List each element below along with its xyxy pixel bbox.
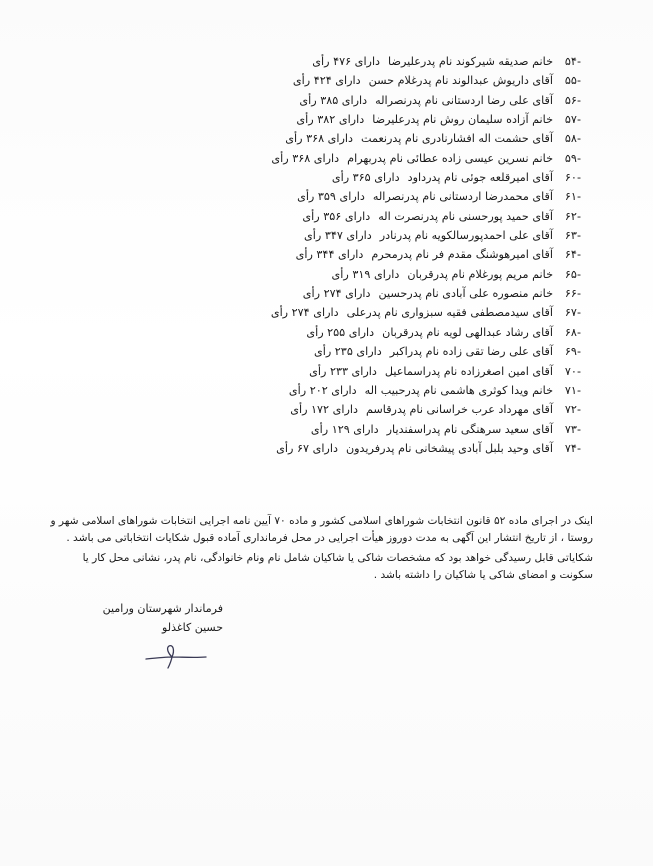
candidate-row <box>211 91 581 110</box>
governor-title: فرماندار شهرستان ورامین <box>102 602 223 615</box>
candidate-votes: دارای ۲۷۴ رأی <box>302 287 371 301</box>
candidate-name: خانم آزاده سلیمان روش نام پدرعلیرضا <box>372 113 553 127</box>
candidate-name: آقای علی رضا اردستانی نام پدرنصراله <box>375 93 553 107</box>
candidate-name: آقای امین اصغرزاده نام پدراسماعیل <box>384 364 553 378</box>
candidate-number: -۶۵ <box>564 267 581 281</box>
candidate-row <box>211 226 581 245</box>
candidate-votes: دارای ۱۷۲ رأی <box>290 403 358 417</box>
candidate-votes: دارای ۶۷ رأی <box>276 441 338 455</box>
candidate-number: -۶۹ <box>564 345 581 359</box>
candidate-votes: دارای ۱۲۹ رأی <box>310 422 379 436</box>
candidate-row <box>211 168 581 187</box>
notice-paragraph-2: شکایاتی قابل رسیدگی خواهد بود که مشخصات شاکی یا شاکیان شامل نام ونام خانوادگی، نام پدر، نشانی محل کار یا سکونت و امضای شاکی یا شاکیان را داشته باشد . <box>82 552 593 581</box>
candidate-row <box>211 71 581 90</box>
candidate-votes: دارای ۲۳۵ رأی <box>313 345 382 359</box>
candidate-name: آقای رشاد عبدالهی لویه نام پدرقربان <box>382 325 553 339</box>
candidate-number: -۶۶ <box>564 287 581 301</box>
candidate-name: آقای امیرهوشنگ مقدم فر نام پدرمحرم <box>371 248 553 262</box>
candidate-name: آقای محمدرضا اردستانی نام پدرنصراله <box>372 190 553 204</box>
candidate-number: -۶۴ <box>564 248 581 262</box>
governor-name: حسین کاغذلو <box>162 621 223 634</box>
candidate-row <box>211 439 581 458</box>
candidate-votes: دارای ۲۳۳ رأی <box>309 364 377 378</box>
candidate-votes: دارای ۳۴۷ رأی <box>304 229 372 243</box>
candidate-votes: دارای ۳۶۵ رأی <box>331 171 400 185</box>
candidate-row <box>211 52 581 71</box>
candidate-name: آقای سعید سرهنگی نام پدراسفندیار <box>386 422 553 436</box>
candidate-number: -۷۰ <box>564 364 581 378</box>
candidate-votes: دارای ۳۱۹ رأی <box>331 267 400 281</box>
candidate-row <box>211 381 581 400</box>
candidate-row <box>211 323 581 342</box>
candidate-row <box>211 265 581 284</box>
candidate-name: آقای علی رضا تقی زاده نام پدراکبر <box>389 345 553 359</box>
candidate-row <box>211 129 581 148</box>
candidate-number: -۶۳ <box>564 229 581 243</box>
candidate-name: آقای وحید بلبل آبادی پیشخانی نام پدرفریدون <box>345 441 553 455</box>
candidate-number: -۶۸ <box>564 325 581 339</box>
candidate-votes: دارای ۴۷۶ رأی <box>312 55 381 68</box>
candidate-name: آقای سیدمصطفی فقیه سبزواری نام پدرعلی <box>346 306 553 320</box>
candidate-number: -۵۵ <box>564 74 581 88</box>
candidate-number: -۶۱ <box>564 190 581 204</box>
candidate-name: خانم صدیقه شیرکوند نام پدرعلیرضا <box>388 55 553 68</box>
candidate-row <box>211 303 581 322</box>
candidate-number: -۶۷ <box>564 306 581 320</box>
candidate-votes: دارای ۲۰۲ رأی <box>288 383 357 397</box>
candidate-number: -۵۴ <box>564 55 581 68</box>
candidate-list <box>211 52 581 458</box>
candidate-votes: دارای ۲۷۴ رأی <box>270 306 339 320</box>
candidate-name: آقای امیرقلعه جوئی نام پدرداود <box>407 171 553 185</box>
candidate-number: -۷۴ <box>564 441 581 455</box>
candidate-name: خانم نسرین عیسی زاده عطائی نام پدربهرام <box>347 151 553 165</box>
candidate-name: آقای داریوش عبدالوند نام پدرغلام حسن <box>368 74 553 88</box>
candidate-name: خانم ویدا کوثری هاشمی نام پدرحبیب اله <box>364 383 553 397</box>
candidate-row <box>211 187 581 206</box>
candidate-row <box>211 362 581 381</box>
candidate-votes: دارای ۳۸۵ رأی <box>299 93 368 107</box>
candidate-number: -۷۲ <box>564 403 581 417</box>
candidate-number: -۵۸ <box>564 132 581 146</box>
candidate-votes: دارای ۳۸۲ رأی <box>296 113 365 127</box>
candidate-row <box>211 342 581 361</box>
candidate-row <box>211 149 581 168</box>
candidate-row <box>211 207 581 226</box>
signature-block <box>53 600 223 638</box>
candidate-number: -۵۶ <box>564 93 581 107</box>
candidate-number: -۵۷ <box>564 113 581 127</box>
candidate-name: آقای حشمت اله افشارنادری نام پدرنعمت <box>361 132 553 146</box>
candidate-votes: دارای ۳۶۸ رأی <box>271 151 340 165</box>
candidate-row <box>211 420 581 439</box>
candidate-number: -۶۰ <box>564 171 581 185</box>
candidate-votes: دارای ۴۲۴ رأی <box>292 74 361 88</box>
candidate-name: خانم مریم پورغلام نام پدرقربان <box>407 267 553 281</box>
notice-paragraph-1: اینک در اجرای ماده ۵۲ قانون انتخابات شوراهای اسلامی کشور و ماده ۷۰ آیین نامه اجرایی انتخابات شوراهای اسلامی شهر و روستا ، از تاریخ انتشار این آگهی به مدت دوروز هیأت اجرایی در محل فرمانداری آماده قبول شکایات انتخاباتی می باشد . <box>50 515 593 544</box>
candidate-votes: دارای ۲۵۵ رأی <box>306 325 375 339</box>
candidate-row <box>211 284 581 303</box>
candidate-name: آقای علی احمدپورسالکویه نام پدرنادر <box>379 229 553 243</box>
candidate-number: -۶۲ <box>564 209 581 223</box>
candidate-row <box>211 245 581 264</box>
notice-text <box>48 513 593 587</box>
candidate-number: -۷۳ <box>564 422 581 436</box>
candidate-name: آقای مهرداد عرب خراسانی نام پدرقاسم <box>365 403 553 417</box>
candidate-votes: دارای ۳۴۴ رأی <box>295 248 364 262</box>
candidate-votes: دارای ۳۶۸ رأی <box>285 132 354 146</box>
candidate-votes: دارای ۳۵۶ رأی <box>302 209 371 223</box>
candidate-name: خانم منصوره علی آبادی نام پدرحسین <box>378 287 553 301</box>
candidate-row <box>211 110 581 129</box>
candidate-name: آقای حمید پورحسنی نام پدرنصرت اله <box>378 209 553 223</box>
candidate-votes: دارای ۳۵۹ رأی <box>297 190 365 204</box>
candidate-number: -۵۹ <box>564 151 581 165</box>
candidate-row <box>211 400 581 419</box>
handwritten-signature <box>142 640 212 672</box>
candidate-number: -۷۱ <box>564 383 581 397</box>
